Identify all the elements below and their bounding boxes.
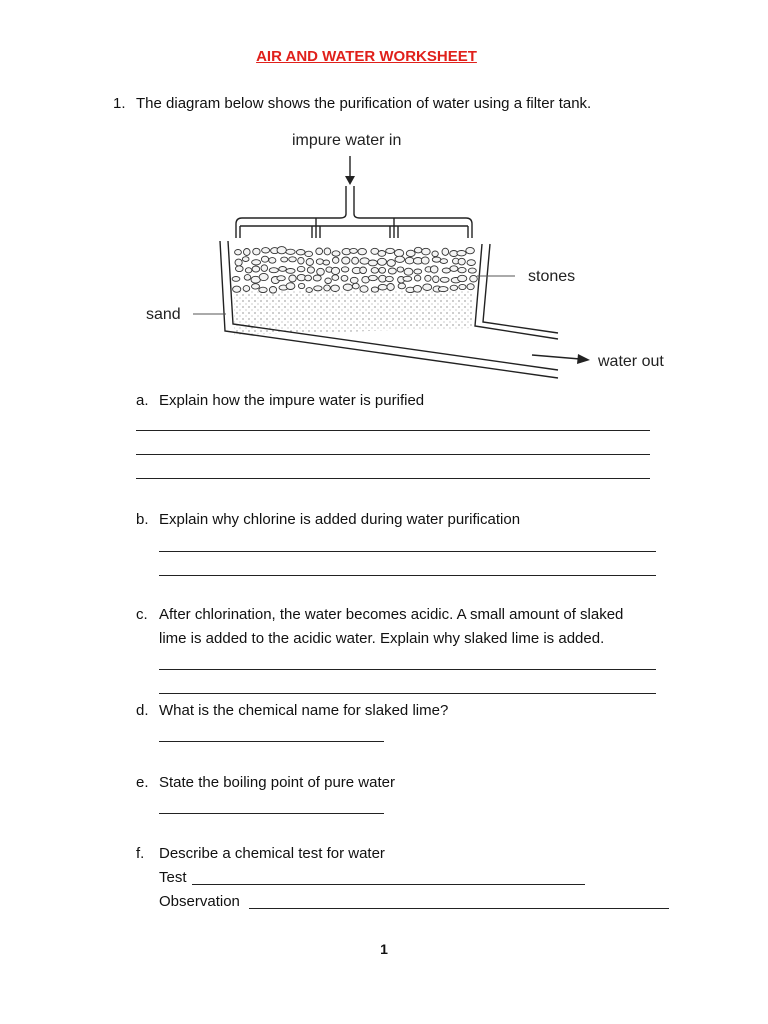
- filter-tank-diagram: [140, 126, 680, 386]
- part-f-letter: f.: [136, 845, 145, 862]
- label-sand: sand: [146, 306, 181, 323]
- part-f-test-label: Test: [159, 869, 187, 886]
- part-c-answer-line-2: [159, 693, 656, 694]
- part-a-answer-line-2: [136, 454, 650, 455]
- part-c-answer-line-1: [159, 669, 656, 670]
- part-d-letter: d.: [136, 702, 149, 719]
- outflow-arrow-line: [532, 355, 580, 359]
- sand-layer: [234, 291, 473, 335]
- inflow-arrow-head: [345, 176, 355, 185]
- input-distributor: [236, 186, 472, 238]
- part-a-answer-line-1: [136, 430, 650, 431]
- part-c-question-line-2: lime is added to the acidic water. Explain why slaked lime is added.: [159, 630, 605, 647]
- page-number: 1: [380, 941, 388, 957]
- part-b-answer-line-2: [159, 575, 656, 576]
- part-d-answer-line: [159, 741, 384, 742]
- outflow-arrow-head: [577, 354, 590, 364]
- part-e-answer-line: [159, 813, 384, 814]
- part-a-letter: a.: [136, 392, 149, 409]
- worksheet-title: AIR AND WATER WORKSHEET: [256, 48, 477, 65]
- part-f-question: Describe a chemical test for water: [159, 845, 385, 862]
- part-d-question: What is the chemical name for slaked lime?: [159, 702, 449, 719]
- part-b-letter: b.: [136, 511, 149, 528]
- part-c-letter: c.: [136, 606, 148, 623]
- part-e-question: State the boiling point of pure water: [159, 774, 395, 791]
- part-b-answer-line-1: [159, 551, 656, 552]
- part-c-question-line-1: After chlorination, the water becomes acidic. A small amount of slaked: [159, 606, 624, 623]
- label-water-out: water out: [598, 353, 664, 370]
- stones-layer: [232, 247, 477, 294]
- label-stones: stones: [528, 268, 576, 285]
- part-f-observation-label: Observation: [159, 893, 240, 910]
- filter-tank-svg: [140, 126, 680, 386]
- question-1-text: The diagram below shows the purification of water using a filter tank.: [136, 95, 592, 112]
- label-impure-water-in: impure water in: [292, 132, 402, 149]
- part-a-question: Explain how the impure water is purified: [159, 392, 425, 409]
- part-e-letter: e.: [136, 774, 149, 791]
- part-a-answer-line-3: [136, 478, 650, 479]
- question-1-number: 1.: [113, 95, 126, 112]
- part-f-test-answer-line: [192, 884, 585, 885]
- part-f-observation-answer-line: [249, 908, 669, 909]
- part-b-question: Explain why chlorine is added during water purification: [159, 511, 521, 528]
